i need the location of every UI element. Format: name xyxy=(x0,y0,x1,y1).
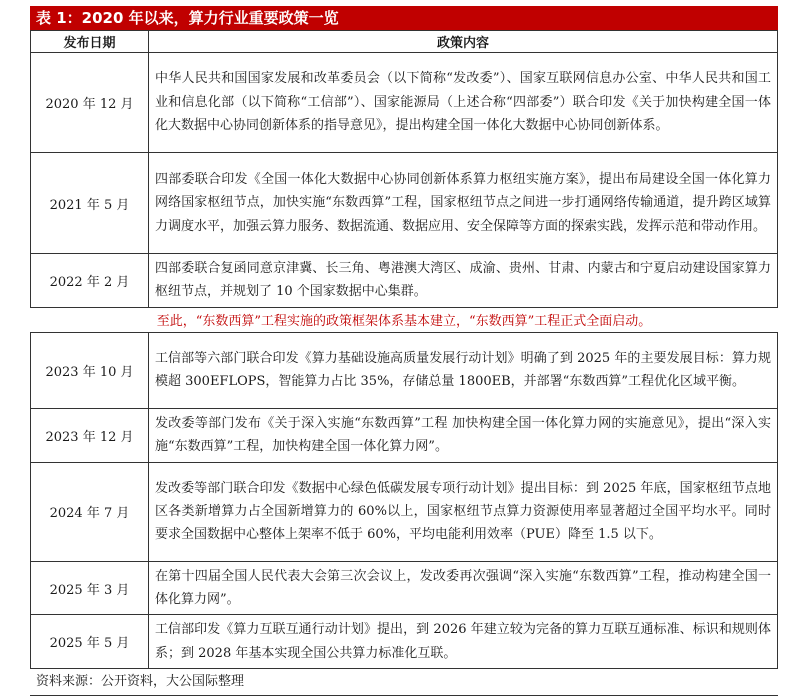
table-row xyxy=(31,254,778,308)
row-content: 四部委联合复函同意京津冀、长三角、粤港澳大湾区、成渝、贵州、甘肃、内蒙古和宁夏启动建设国家算力枢纽节点，并规划了 10 个国家数据中心集群。 xyxy=(149,254,778,308)
row-date: 2025 年 5 月 xyxy=(31,615,149,669)
policy-table xyxy=(30,30,778,669)
table-row xyxy=(31,462,778,561)
row-date: 2023 年 12 月 xyxy=(31,408,149,462)
row-content: 在第十四届全国人民代表大会第三次会议上，发改委再次强调“深入实施“东数西算”工程，推动构建全国一体化算力网”。 xyxy=(149,561,778,615)
row-content: 中华人民共和国国家发展和改革委员会（以下简称“发改委”）、国家互联网信息办公室、中华人民共和国工业和信息化部（以下简称“工信部”）、国家能源局（上述合称“四部委”）联合印发《关于加快构建全国一体化大数据中心协同创新体系的指导意见》，提出构建全国一体化大数据中心协同创新体系。 xyxy=(149,53,778,153)
row-content: 四部委联合印发《全国一体化大数据中心协同创新体系算力枢纽实施方案》，提出布局建设全国一体化算力网络国家枢纽节点，加快实施“东数西算”工程，国家枢纽节点之间进一步打通网络传输通道，提升跨区域算力调度水平，加强云算力服务、数据流通、数据应用、安全保障等方面的探索实践，发挥示范和带动作用。 xyxy=(149,153,778,254)
row-date: 2021 年 5 月 xyxy=(31,153,149,254)
source-note: 资料来源：公开资料，大公国际整理 xyxy=(30,669,778,696)
table-header-row xyxy=(31,31,778,53)
table-row xyxy=(31,561,778,615)
table-row xyxy=(31,332,778,408)
table-row xyxy=(31,53,778,153)
table-row xyxy=(31,408,778,462)
header-content: 政策内容 xyxy=(149,31,778,53)
table-note-row xyxy=(31,307,778,332)
row-content: 发改委等部门联合印发《数据中心绿色低碳发展专项行动计划》提出目标：到 2025 年底，国家枢纽节点地区各类新增算力占全国新增算力的 60%以上，国家枢纽节点算力资源使用率显著超过全国平均水平。同时要求全国数据中心整体上架率不低于 60%，平均电能利用效率（PUE）降至 1.5 以下。 xyxy=(149,462,778,561)
table-row xyxy=(31,153,778,254)
row-content: 工信部等六部门联合印发《算力基础设施高质量发展行动计划》明确了到 2025 年的主要发展目标：算力规模超 300EFLOPS，智能算力占比 35%，存储总量 1800EB，并部署“东数西算”工程优化区域平衡。 xyxy=(149,332,778,408)
policy-table-container xyxy=(30,6,778,696)
header-date: 发布日期 xyxy=(31,31,149,53)
table-row xyxy=(31,615,778,669)
row-date: 2024 年 7 月 xyxy=(31,462,149,561)
table-title: 表 1：2020 年以来，算力行业重要政策一览 xyxy=(30,6,778,30)
table-note: 至此，“东数西算”工程实施的政策框架体系基本建立，“东数西算”工程正式全面启动。 xyxy=(31,307,778,332)
row-content: 发改委等部门发布《关于深入实施“东数西算”工程 加快构建全国一体化算力网的实施意见》，提出“深入实施“东数西算”工程，加快构建全国一体化算力网”。 xyxy=(149,408,778,462)
row-date: 2023 年 10 月 xyxy=(31,332,149,408)
row-date: 2025 年 3 月 xyxy=(31,561,149,615)
row-date: 2022 年 2 月 xyxy=(31,254,149,308)
row-date: 2020 年 12 月 xyxy=(31,53,149,153)
row-content: 工信部印发《算力互联互通行动计划》提出，到 2026 年建立较为完备的算力互联互通标准、标识和规则体系；到 2028 年基本实现全国公共算力标准化互联。 xyxy=(149,615,778,669)
